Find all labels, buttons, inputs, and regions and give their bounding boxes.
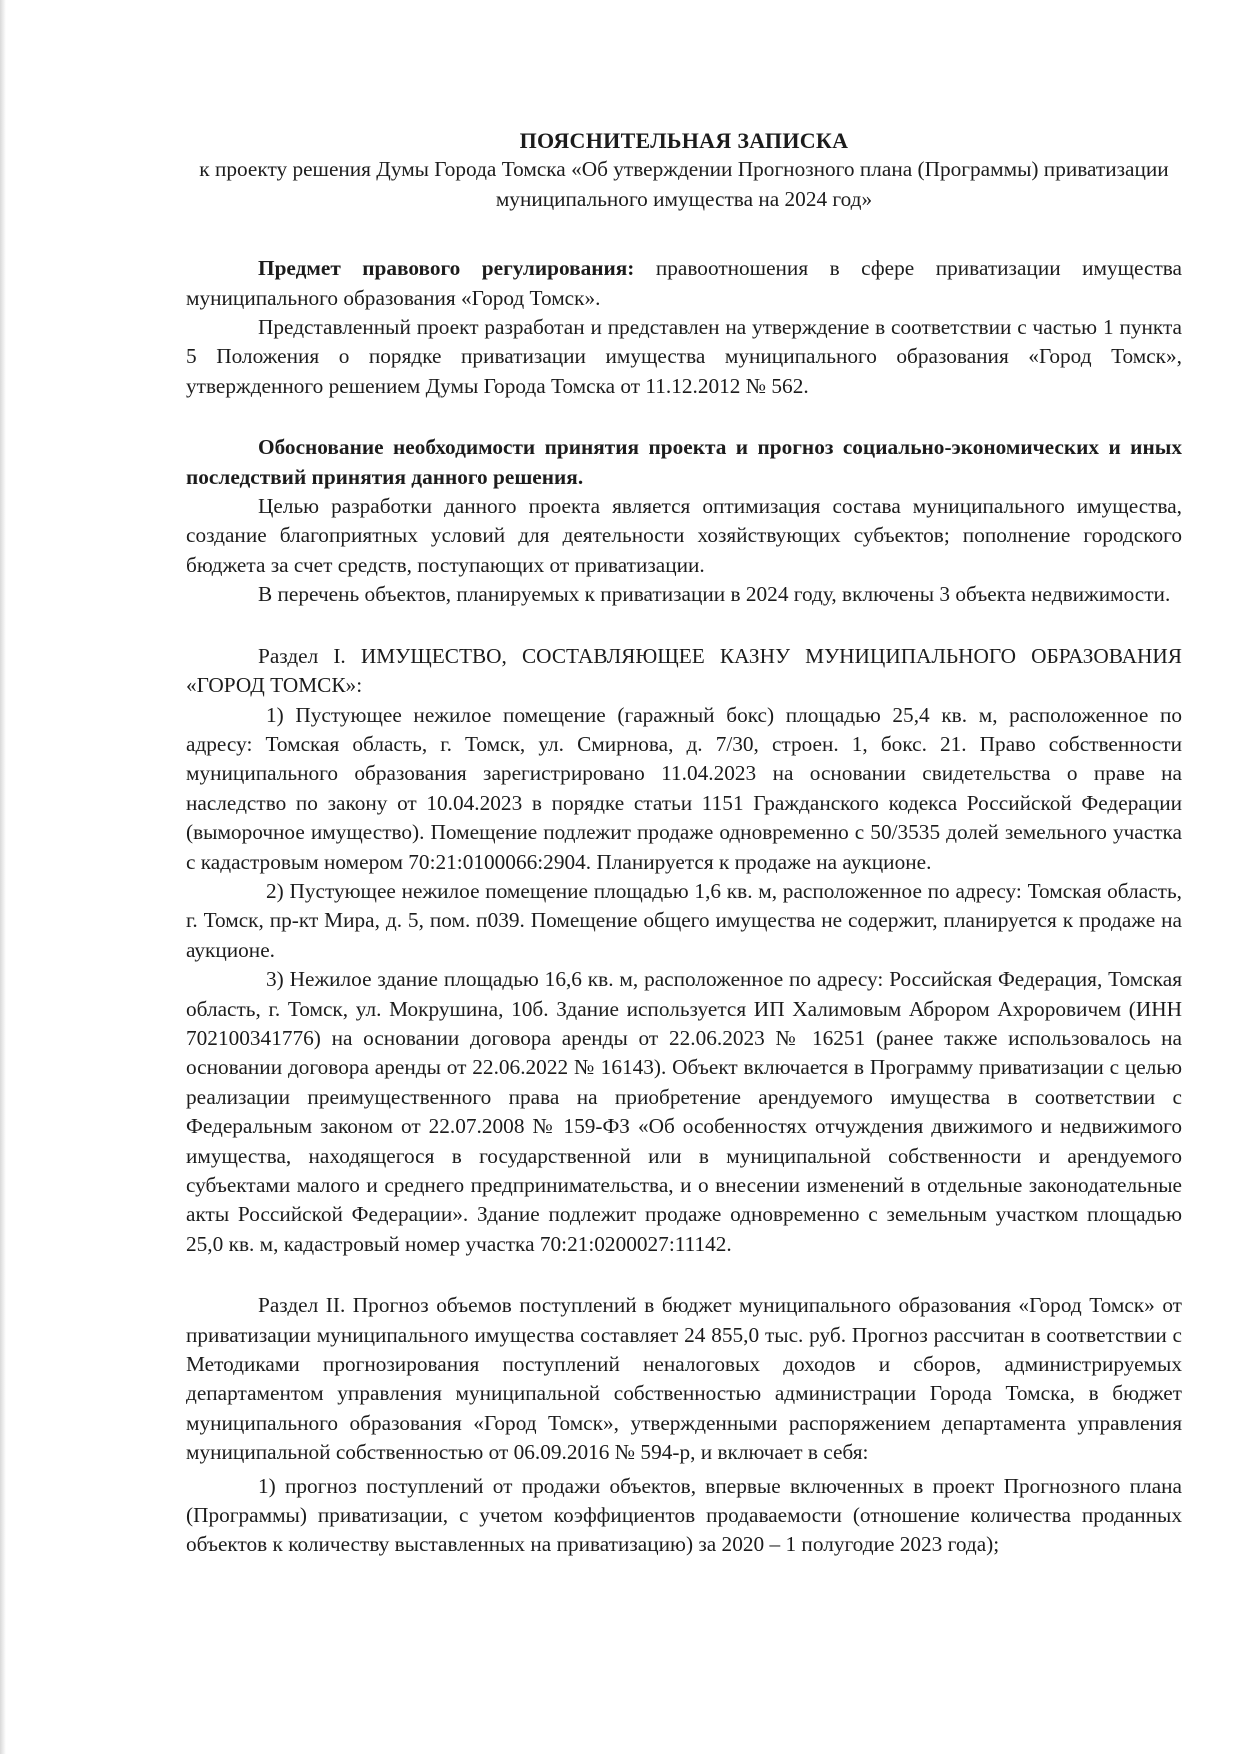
section2-paragraph: Раздел II. Прогноз объемов поступлений в бюджет муниципального образования «Город Томск» от приватизации муниципального имущества составляет 24 855,0 тыс. руб. Прогноз рассчитан в соответствии с Методиками прогнозирования поступлений неналоговых доходов и сборов, администрируемых департаментом управления муниципальной собственностью администрации Города Томска, в бюджет муниципального образования «Город Томск», утвержденными распоряжением департамента управления муниципальной собственностью от 06.09.2016 № 594-р, и включает в себя: [186,1293,1182,1465]
document-body [186,126,1182,1560]
objects-count-paragraph: В перечень объектов, планируемых к приватизации в 2024 году, включены 3 объекта недвижимости. [258,582,1171,607]
subject-text: правоотношения в сфере приватизации имущества муниципального образования «Город Томск». [186,256,1183,310]
section2-item: 1) прогноз поступлений от продажи объектов, впервые включенных в проект Прогнозного плана (Программы) приватизации, с учетом коэффициентов продаваемости (отношение количества проданных объектов к количеству выставленных на приватизацию) за 2020 – 1 полугодие 2023 года); [186,1473,1182,1557]
section1-item: 2) Пустующее нежилое помещение площадью 1,6 кв. м, расположенное по адресу: Томская область, г. Томск, пр-кт Мира, д. 5, пом. п039. Помещение общего имущества не содержит, планируется к продаже на аукционе. [186,878,1182,962]
goal-paragraph: Целью разработки данного проекта является оптимизация состава муниципального имущества, создание благоприятных условий для деятельности хозяйствующих субъектов; пополнение городского бюджета за счет средств, поступающих от приватизации. [186,494,1182,577]
basis-paragraph: Представленный проект разработан и представлен на утверждение в соответствии с частью 1 пункта 5 Положения о порядке приватизации имущества муниципального образования «Город Томск», утвержденного решением Думы Города Томска от 11.12.2012 № 562. [186,315,1182,398]
document-title: ПОЯСНИТЕЛЬНАЯ ЗАПИСКА [519,128,849,153]
subject-paragraph [186,254,1182,313]
section1-heading: Раздел I. ИМУЩЕСТВО, СОСТАВЛЯЮЩЕЕ КАЗНУ МУНИЦИПАЛЬНОГО ОБРАЗОВАНИЯ «ГОРОД ТОМСК»: [186,643,1182,698]
section1-item: 1) Пустующее нежилое помещение (гаражный бокс) площадью 25,4 кв. м, расположенное по адресу: Томская область, г. Томск, ул. Смирнова, д. 7/30, строен. 1, бокс. 21. Право собственности муниципального образования зарегистрировано 11.04.2023 на основании свидетельства о праве на наследство по закону от 10.04.2023 в порядке статьи 1151 Гражданского кодекса Российской Федерации (выморочное имущество). Помещение подлежит продаже одновременно с 50/3535 долей земельного участка с кадастровым номером 70:21:0100066:2904. Планируется к продаже на аукционе. [186,702,1182,874]
scan-edge-shadow [0,0,6,1754]
subject-label: Предмет правового регулирования: [258,256,635,281]
justification-heading: Обоснование необходимости принятия проекта и прогноз социально-экономических и иных последствий принятия данного решения. [186,435,1182,489]
document-subtitle: к проекту решения Думы Города Томска «Об утверждении Прогнозного плана (Программы) приватизации муниципального имущества на 2024 год» [199,157,1169,211]
section1-item: 3) Нежилое здание площадью 16,6 кв. м, расположенное по адресу: Российская Федерация, Томская область, г. Томск, ул. Мокрушина, 10б. Здание используется ИП Халимовым Аброром Ахроровичем (ИНН 702100341776) на основании договора аренды от 22.06.2023 № 16251 (ранее также использовалось на основании договора аренды от 22.06.2022 № 16143). Объект включается в Программу приватизации с целью реализации преимущественного права на приобретение арендуемого имущества в соответствии с Федеральным законом от 22.07.2008 № 159-ФЗ «Об особенностях отчуждения движимого и недвижимого имущества, находящегося в государственной или в муниципальной собственности и арендуемого субъектами малого и среднего предпринимательства, и о внесении изменений в отдельные законодательные акты Российской Федерации». Здание подлежит продаже одновременно с земельным участком площадью 25,0 кв. м, кадастровый номер участка 70:21:0200027:11142. [186,967,1182,1256]
